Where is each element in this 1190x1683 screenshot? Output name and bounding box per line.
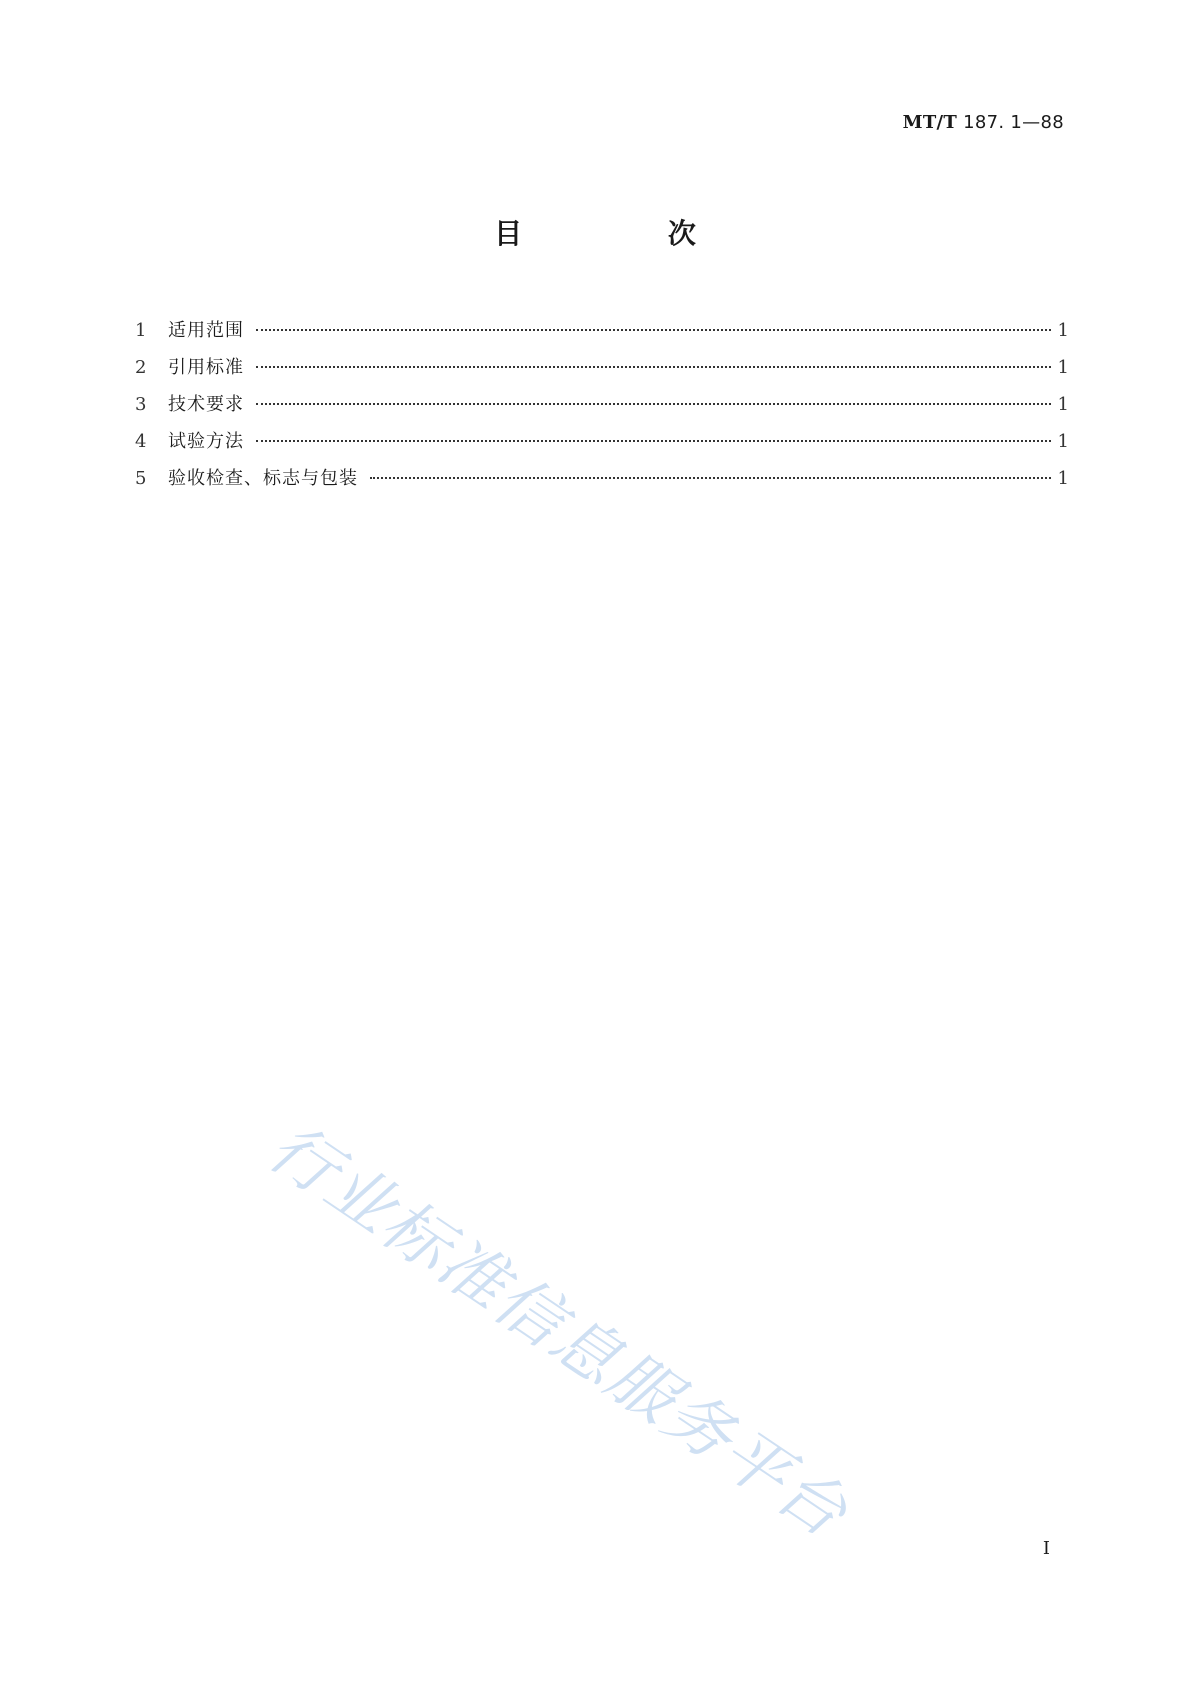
toc-entry-number: 2 (135, 357, 147, 378)
toc-entry[interactable] (135, 353, 1069, 390)
toc-entry-page: 1 (1057, 394, 1069, 415)
toc-dot-leader (256, 440, 1051, 442)
toc-entry-page: 1 (1057, 431, 1069, 452)
toc-dot-leader (256, 329, 1051, 331)
toc-entry-number: 5 (135, 468, 147, 489)
toc-entry[interactable] (135, 464, 1069, 501)
toc-entry-label: 验收检查、标志与包装 (168, 468, 358, 489)
toc-entry-number: 4 (135, 431, 147, 452)
toc-entry-label: 引用标准 (168, 357, 244, 378)
toc-entry-page: 1 (1057, 320, 1069, 341)
toc-entry-page: 1 (1057, 357, 1069, 378)
toc-entry-number: 1 (135, 320, 147, 341)
table-of-contents (135, 316, 1069, 501)
toc-entry[interactable] (135, 316, 1069, 353)
toc-entry-number: 3 (135, 394, 147, 415)
toc-entry-label: 技术要求 (168, 394, 244, 415)
watermark-text: 行业标准信息服务平台 (255, 1108, 862, 1553)
toc-dot-leader (256, 403, 1051, 405)
toc-dot-leader (370, 477, 1051, 479)
toc-entry[interactable] (135, 390, 1069, 427)
page-number: I (1042, 1538, 1050, 1559)
toc-entry-page: 1 (1057, 468, 1069, 489)
toc-entry-label: 适用范围 (168, 320, 244, 341)
toc-dot-leader (256, 366, 1051, 368)
standard-code-prefix: MT/T (902, 112, 958, 133)
toc-entry[interactable] (135, 427, 1069, 464)
toc-title: 目 次 (494, 217, 764, 250)
standard-code (903, 112, 1064, 133)
toc-entry-label: 试验方法 (168, 431, 244, 452)
standard-code-number: 187. 1—88 (957, 112, 1064, 133)
